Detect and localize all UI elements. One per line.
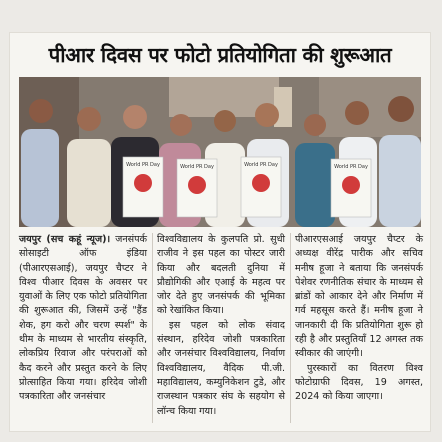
photo-illustration	[19, 77, 421, 227]
column-3	[295, 233, 423, 405]
poster-text-4: World PR Day	[334, 164, 368, 170]
dateline: जयपुर (सच कहूं न्यूज)।	[19, 234, 111, 245]
col1-para1: जनसंपर्क सोसाइटी ऑफ इंडिया (पीआरएसआई), जयपुर चैप्टर ने विश्व पीआर दिवस के अवसर पर युवाओं के लिए एक फोटो प्रतियोगिता की शुरूआत की, जिसमें उन्हें "हैंड शेक, हग करो और चरण स्पर्श" के थीम के माध्यम से भारतीय संस्कृति, लोकप्रिय रिवाज और परंपराओं को कैद करने और प्रस्तुत करने के लिए प्रोत्साहित किया गया। हरिदेव जोशी पत्रकारिता और जनसंचार	[19, 234, 147, 403]
headline: पीआर दिवस पर फोटो प्रतियोगिता की शुरूआत	[48, 43, 392, 67]
poster-text-2: World PR Day	[180, 164, 214, 170]
col2-para1: विश्वविद्यालय के कुलपति प्रो. सुधी राजीव ने इस पहल का पोस्टर जारी किया और बदलती दुनिया में प्रौद्योगिकी और एआई के महत्व पर जोर देते हुए जनसंपर्क की भूमिका को रेखांकित किया।	[157, 234, 285, 317]
col3-para2: पुरस्कारों का वितरण विश्व फोटोग्राफी दिवस, 19 अगस्त, 2024 को किया जाएगा।	[295, 362, 423, 403]
col2-para2: इस पहल को लोक संवाद संस्थान, हरिदेव जोशी पत्रकारिता और जनसंचार विश्वविद्यालय, निर्वाण विश्वविद्यालय, वैदिक पी.जी. महाविद्यालय, कम्युनिकेशन टुडे, और राजस्थान पत्रकार संघ के सहयोग से लॉन्च किया गया।	[157, 319, 285, 417]
article-body	[19, 233, 421, 425]
news-clipping	[10, 33, 430, 431]
column-divider-2	[290, 233, 291, 423]
column-divider-1	[152, 233, 153, 423]
col3-para1: पीआरएसआई जयपुर चैप्टर के अध्यक्ष वीरेंद्र पारीक और सचिव मनीष हूजा ने बताया कि जनसंपर्क पेशेवर रणनीतिक संचार के माध्यम से ब्रांडों को आकार देने और निर्माण में गर्व महसूस करते हैं। मनीष हूजा ने जानकारी दी कि प्रतियोगिता शुरू हो रही है और प्रस्तुतियाँ 12 अगस्त तक स्वीकार की जाएंगी।	[295, 234, 423, 360]
poster-text-1: World PR Day	[126, 162, 160, 168]
column-2	[157, 233, 285, 419]
press-photo	[19, 77, 421, 227]
column-1	[19, 233, 147, 405]
poster-text-3: World PR Day	[244, 162, 278, 168]
